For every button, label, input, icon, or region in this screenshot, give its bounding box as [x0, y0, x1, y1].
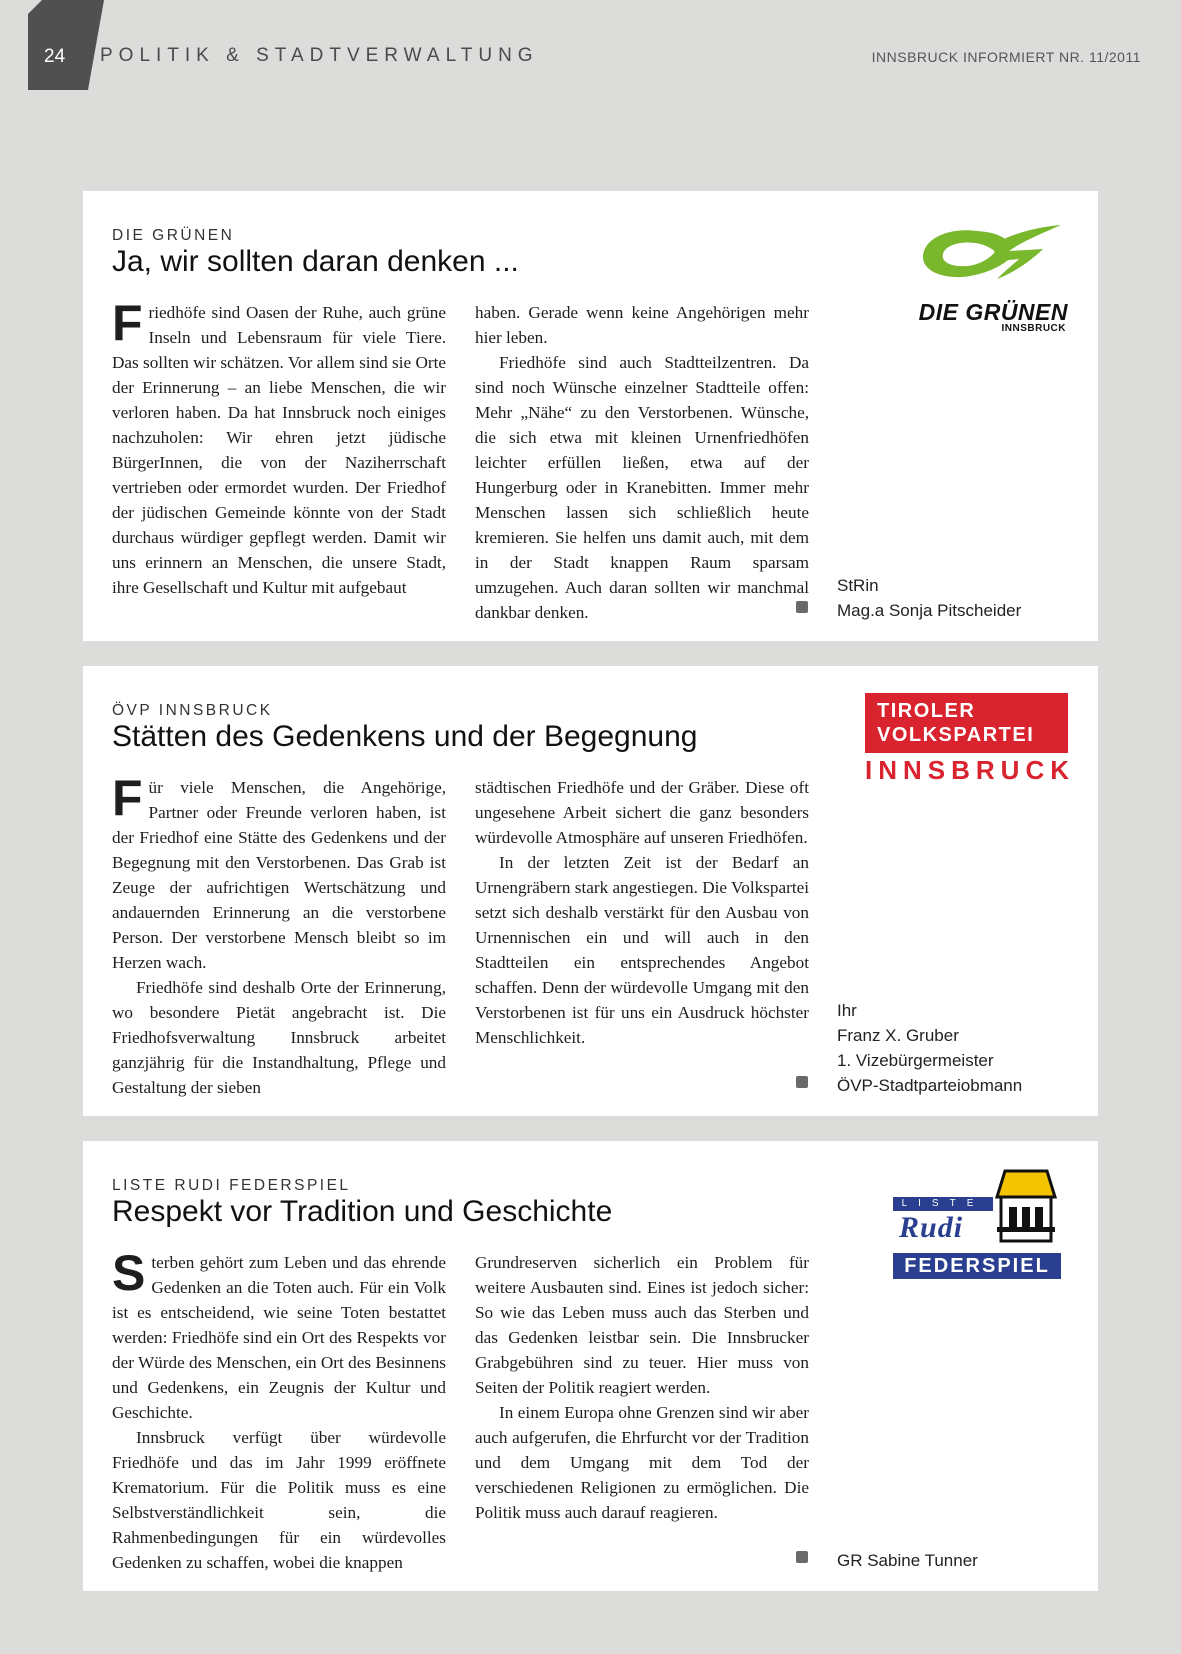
paragraph: ür viele Menschen, die Angehörige, Partner oder Freunde verloren haben, ist der Friedhof eine Stätte des Gedenkens und der Begegnung mit den Verstorbenen. Das Grab ist Zeuge der aufrichtigen Wertschätzung und andauernden Erinnerung an die verstorbene Person. Der verstorbene Mensch bleibt so im Herzen wach. [112, 778, 446, 972]
article-kicker: LISTE RUDI FEDERSPIEL [112, 1177, 351, 1194]
paragraph: Grundreserven sicherlich ein Problem für weitere Ausbauten sind. Eines ist jedoch sicher: So wie das Leben muss auch das Sterben und das Gedenken leistbar sein. Die Innsbrucker Grabgebühren sind zu teuer. Hier muss von Seiten der Politik reagiert werden. [475, 1253, 809, 1397]
page-number-tab [28, 0, 104, 90]
logo-text-federspiel: FEDERSPIEL [893, 1253, 1061, 1279]
article-kicker: ÖVP INNSBRUCK [112, 702, 273, 719]
article-title: Stätten des Gedenkens und der Begegnung [112, 720, 698, 753]
logo-text-sub: INNSBRUCK [1001, 323, 1066, 334]
article-oevp [83, 666, 1098, 1116]
article-column-2 [475, 1250, 809, 1525]
signature-line: 1. Vizebürgermeister [837, 1051, 994, 1070]
article-federspiel [83, 1141, 1098, 1591]
signature-line: ÖVP-Stadtparteiobmann [837, 1076, 1023, 1095]
tower-icon [991, 1167, 1061, 1245]
paragraph: Friedhöfe sind auch Stadtteilzentren. Da sind noch Wünsche einzelner Stadtteile offen: Mehr „Nähe“ zu den Verstorbenen. Wünsche, die sich etwa mit kleinen Urnenfriedhöfen leichter erfüllen ließen, etwa auf der Hungerburg oder in Kranebitten. Immer mehr Menschen lassen sich schließlich heute kremieren. Sie helfen uns damit auch, mit dem in der Stadt knappen Raum sparsam umzugehen. Auch daran sollten wir manchmal dankbar denken. [475, 353, 809, 622]
signature-line: GR Sabine Tunner [837, 1551, 978, 1570]
signature [837, 998, 1022, 1098]
article-column-2 [475, 775, 809, 1050]
signature [837, 573, 1021, 623]
paragraph: terben gehört zum Leben und das ehrende Gedenken an die Toten auch. Für ein Volk ist es entscheidend, wie seine Toten bestattet werden: Friedhöfe sind ein Ort des Respekts vor der Würde des Menschen, ein Ort des Besinnens und Gedenkens, ein Zeugnis der Kultur und Geschichte. [112, 1253, 446, 1422]
paragraph: Innsbruck verfügt über würdevolle Friedhöfe und das im Jahr 1999 eröffnete Krematorium. Für die Politik muss es eine Selbstverständlichkeit sein, die Rahmenbedingungen für ein würdevolles Gedenken zu schaffen, wobei die knappen [112, 1428, 446, 1572]
signature [837, 1548, 978, 1573]
paragraph: städtischen Friedhöfe und der Gräber. Diese oft ungesehene Arbeit sichert die ganz besonders würdevolle Atmosphäre auf unseren Friedhöfen. [475, 778, 809, 847]
paragraph: In einem Europa ohne Grenzen sind wir aber auch aufgerufen, die Ehrfurcht vor der Tradition und dem Umgang mit dem Tod der verschiedenen Religionen zu ermöglichen. Die Politik muss auch darauf reagieren. [475, 1403, 809, 1522]
paragraph: Friedhöfe sind deshalb Orte der Erinnerung, wo besondere Pietät angebracht ist. Die Friedhofsverwaltung Innsbruck arbeitet ganzjährig für die Instandhaltung, Pflege und Gestaltung der sieben [112, 978, 446, 1097]
issue-label: INNSBRUCK INFORMIERT NR. 11/2011 [871, 49, 1141, 65]
signature-line: Ihr [837, 1001, 857, 1020]
signature-line: Franz X. Gruber [837, 1026, 959, 1045]
article-column-2 [475, 300, 809, 625]
gruene-swoosh-icon [903, 219, 1068, 289]
logo-text-line2: VOLKSPARTEI [877, 724, 1035, 746]
logo-text-liste: LISTE [893, 1197, 993, 1211]
die-gruenen-logo [903, 219, 1068, 339]
end-of-article-marker [796, 1551, 808, 1563]
end-of-article-marker [796, 601, 808, 613]
article-column-1 [112, 295, 446, 600]
signature-line: Mag.a Sonja Pitscheider [837, 601, 1022, 620]
drop-cap: S [112, 1245, 146, 1301]
article-column-1 [112, 770, 446, 1100]
logo-text-rudi: Rudi [899, 1211, 964, 1244]
article-title: Ja, wir sollten daran denken ... [112, 245, 519, 278]
logo-text-main: DIE GRÜNEN [918, 299, 1068, 325]
logo-text-line1: TIROLER [877, 700, 976, 722]
logo-text-line3: INNSBRUCK [865, 755, 1075, 785]
signature-line: StRin [837, 576, 879, 595]
section-title: POLITIK & STADTVERWALTUNG [100, 45, 539, 66]
federspiel-logo [893, 1167, 1069, 1287]
oevp-logo [865, 693, 1075, 785]
paragraph: In der letzten Zeit ist der Bedarf an Urnengräbern stark angestiegen. Die Volkspartei setzt sich deshalb verstärkt für den Ausbau von Urnennischen ein und will auch in den Stadtteilen ein entsprechendes Angebot schaffen. Denn der würdevolle Umgang mit den Verstorbenen ist für uns ein Ausdruck höchster Menschlichkeit. [475, 853, 809, 1047]
paragraph: haben. Gerade wenn keine Angehörigen mehr hier leben. [475, 303, 809, 347]
article-kicker: DIE GRÜNEN [112, 227, 235, 244]
paragraph: riedhöfe sind Oasen der Ruhe, auch grüne Inseln und Lebensraum für viele Tiere. Das sollten wir schätzen. Vor allem sind sie Orte der Erinnerung – an liebe Menschen, die wir verloren haben. Da hat Innsbruck noch einiges nachzuholen: Wir ehren jetzt jüdische BürgerInnen, die von der Naziherrschaft vertrieben oder ermordet wurden. Der Friedhof der jüdischen Gemeinde könnte von der Stadt durchaus würdiger gepflegt werden. Damit wir uns erinnern an Menschen, die unsere Stadt, ihre Gesellschaft und Kultur mit aufgebaut [112, 303, 446, 597]
article-gruene [83, 191, 1098, 641]
end-of-article-marker [796, 1076, 808, 1088]
article-title: Respekt vor Tradition und Geschichte [112, 1195, 613, 1228]
article-column-1 [112, 1245, 446, 1575]
drop-cap: F [112, 295, 143, 351]
page-number: 24 [44, 46, 66, 67]
drop-cap: F [112, 770, 143, 826]
